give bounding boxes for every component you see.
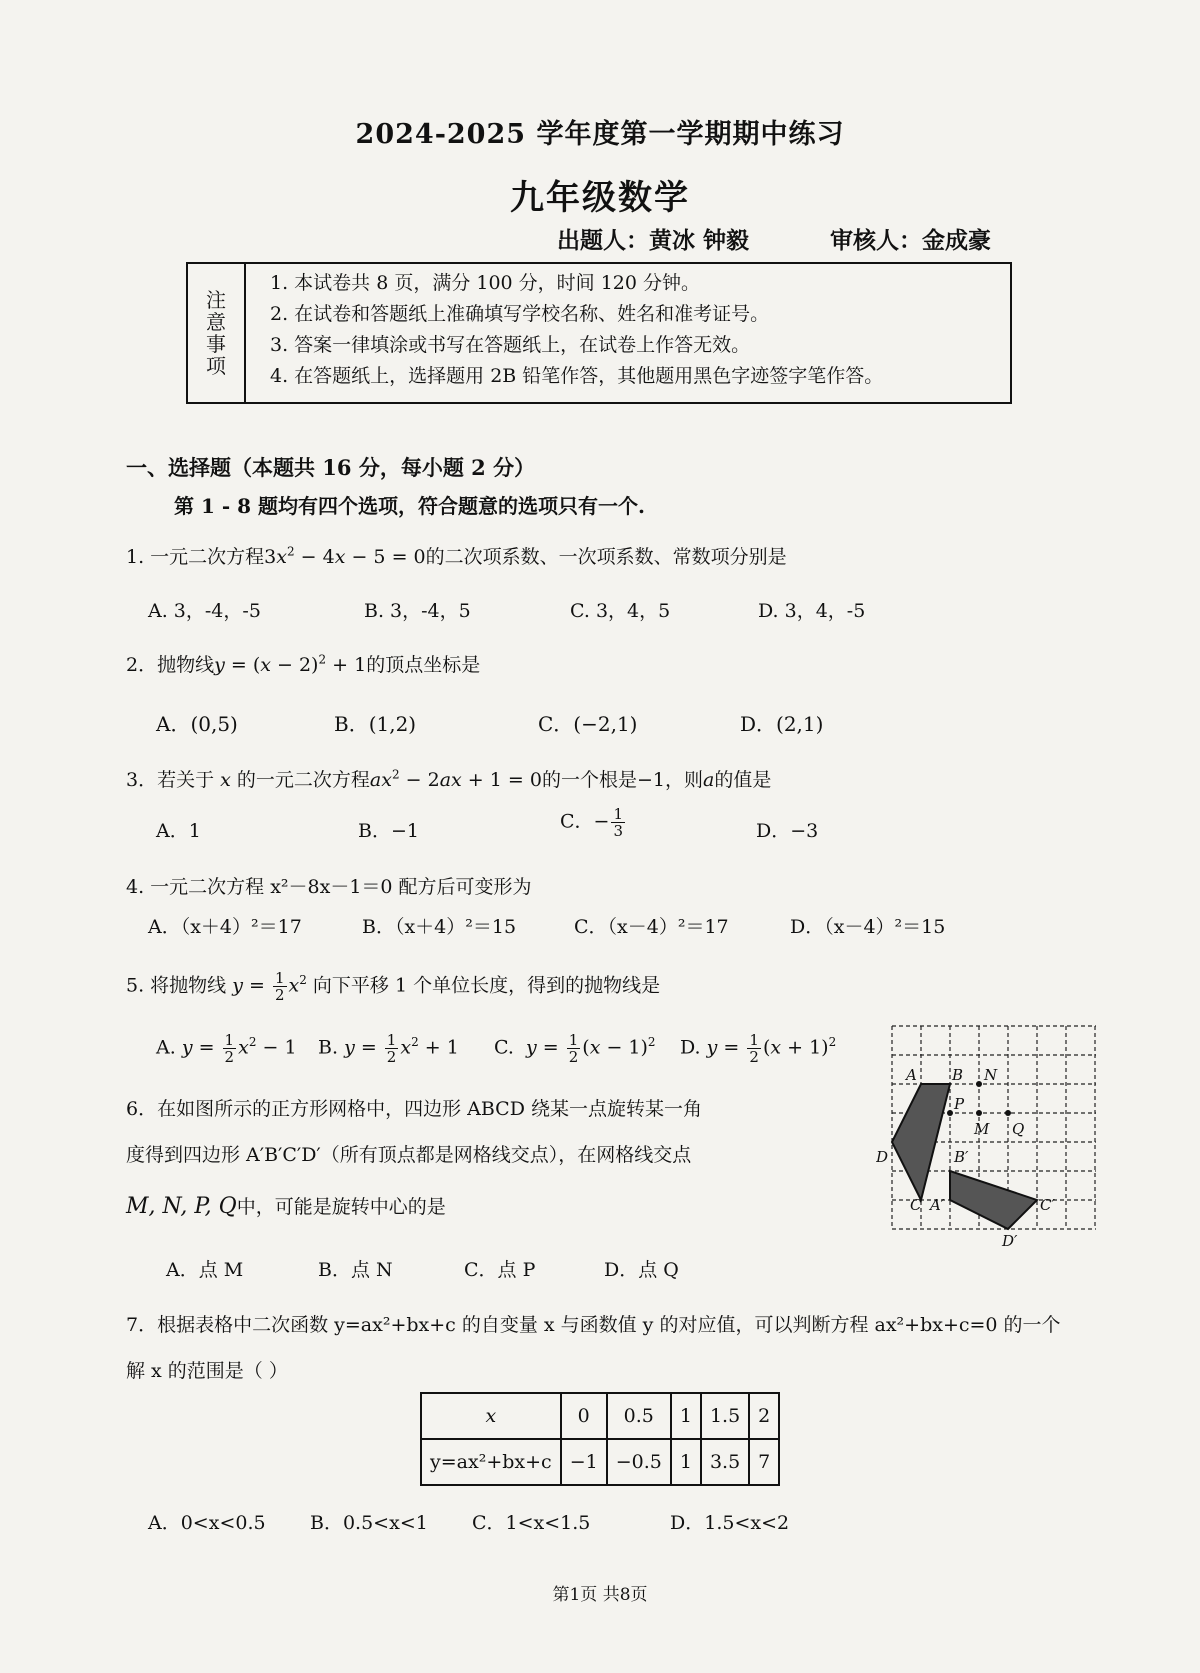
rotation-grid-figure	[876, 1010, 1106, 1268]
section-instruction: 第 1 - 8 题均有四个选项，符合题意的选项只有一个.	[174, 494, 645, 518]
q5-suffix: 向下平移 1 个单位长度，得到的抛物线是	[312, 974, 661, 997]
question-3: 3．若关于 x 的一元二次方程$ax^2 - 2ax + 1 = 0$的一个根是−1，则a的值是	[126, 767, 772, 791]
notice-label-char: 项	[206, 354, 226, 378]
question-6-line-1: 6．在如图所示的正方形网格中，四边形 ABCD 绕某一点旋转某一角	[126, 1098, 702, 1120]
notice-item: 1. 本试卷共 8 页，满分 100 分，时间 120 分钟。	[270, 272, 701, 294]
q3-root: −1	[636, 769, 665, 791]
question-6-line-3	[126, 1192, 446, 1219]
q3-option-b: B．−1	[358, 820, 419, 842]
q5-option-a-label: A.	[156, 1036, 176, 1059]
fraction-numerator: 1	[568, 1031, 579, 1049]
exam-title: 2024-2025 学年度第一学期期中练习	[355, 119, 845, 150]
q7-option-a: A．0<x<0.5	[148, 1512, 266, 1534]
q7-option-c: C．1<x<1.5	[472, 1512, 591, 1534]
fraction-numerator: 1	[613, 805, 624, 823]
question-2	[126, 650, 480, 677]
table-cell: 7	[749, 1439, 779, 1485]
label-b: B	[952, 1066, 964, 1084]
q5-d-fraction	[747, 1032, 761, 1065]
label-b-prime: B′	[954, 1148, 969, 1166]
q6-option-a: A．点 M	[166, 1259, 244, 1281]
q3-option-c	[560, 806, 627, 839]
q5-option-d-label: D.	[680, 1036, 701, 1059]
q1-suffix: 的二次项系数、一次项系数、常数项分别是	[425, 546, 787, 568]
fraction-numerator: 1	[749, 1031, 759, 1049]
q6-option-c: C．点 P	[464, 1259, 536, 1281]
label-a: A	[906, 1066, 917, 1084]
q2-option-d: D．(2,1)	[740, 712, 824, 736]
notice-item: 4. 在答题纸上，选择题用 2B 铅笔作答，其他题用黑色字迹签字笔作答。	[270, 365, 884, 387]
q3-text: 的一个根是	[541, 769, 637, 791]
question-1	[126, 542, 787, 569]
q1-option-c: C. 3，4，5	[570, 600, 671, 622]
q5-fraction	[273, 970, 287, 1003]
notice-label-char: 事	[206, 332, 226, 356]
label-a-prime: A′	[930, 1196, 945, 1214]
q2-prefix: 2．抛物线	[126, 654, 215, 676]
notice-box	[186, 262, 1012, 404]
q1-prefix: 1. 一元二次方程	[126, 546, 265, 568]
q6-points: M, N, P, Q	[126, 1194, 237, 1219]
question-7-line-1: 7．根据表格中二次函数 y=ax²+bx+c 的自变量 x 与函数值 y 的对应值，可以判断方程 ax²+bx+c=0 的一个	[126, 1314, 1061, 1336]
q3-text: 的一元二次方程	[236, 769, 370, 791]
q3-option-c-label: C．−	[560, 810, 610, 833]
q3-equation: $ax^2 - 2ax + 1 = 0$	[369, 767, 542, 791]
label-q: Q	[1012, 1120, 1025, 1138]
q5-option-d: D. y = $\frac{1}{2}$ $(x + 1)^2$	[680, 1031, 837, 1066]
q1-option-a: A. 3，-4，-5	[148, 600, 261, 622]
q4-option-a: A．（x＋4）²＝17	[148, 916, 302, 938]
q5-option-b-label: B.	[318, 1036, 339, 1059]
label-c-prime: C′	[1040, 1196, 1055, 1214]
q4-option-d: D．（x－4）²＝15	[790, 916, 946, 938]
notice-label-char: 意	[206, 310, 226, 334]
fraction-numerator: 1	[386, 1031, 397, 1049]
q2-option-a: A．(0,5)	[156, 712, 238, 736]
fraction-denominator: 2	[749, 1048, 759, 1066]
question-7-line-2: 解 x 的范围是（ ）	[126, 1360, 288, 1382]
label-n: N	[984, 1066, 998, 1084]
q6-option-d: D．点 Q	[604, 1259, 679, 1281]
q3-fraction	[611, 806, 625, 839]
reviewer: 审核人：金成豪	[830, 227, 991, 254]
q5-prefix: 5. 将抛物线	[126, 974, 227, 997]
section-heading: 一、选择题（本题共 16 分，每小题 2 分）	[126, 455, 536, 480]
q7-option-b: B．0.5<x<1	[310, 1512, 428, 1534]
table-cell: −1	[561, 1439, 607, 1485]
table-cell: 1	[671, 1393, 701, 1439]
label-p: P	[954, 1095, 965, 1113]
q5-option-b: B. y = $\frac{1}{2}$ $x^2 + 1$	[318, 1031, 459, 1066]
label-d: D	[876, 1148, 889, 1166]
notice-label	[188, 264, 246, 402]
q4-option-c: C．（x－4）²＝17	[574, 916, 729, 938]
q4-option-b: B．（x＋4）²＝15	[362, 916, 517, 938]
q3-text: 3．若关于	[126, 769, 215, 791]
fraction-denominator: 2	[568, 1048, 579, 1066]
table-cell: 0	[561, 1393, 607, 1439]
question-6-line-2: 度得到四边形 A′B′C′D′（所有顶点都是网格线交点），在网格线交点	[126, 1144, 692, 1166]
label-m: M	[974, 1120, 990, 1138]
value-table	[420, 1392, 780, 1486]
notice-label-char: 注	[206, 288, 226, 312]
q5-a-fraction	[223, 1032, 237, 1065]
q3-text: 的值是	[714, 769, 772, 791]
q5-b-fraction	[385, 1032, 399, 1065]
table-header-y: y=ax²+bx+c	[421, 1439, 561, 1485]
table-cell: 3.5	[701, 1439, 749, 1485]
q5-option-a: A. y = $\frac{1}{2}$ $x^2 - 1$	[156, 1031, 297, 1066]
q6-text: 中，可能是旋转中心的是	[236, 1196, 446, 1218]
q2-equation: $y = (x - 2)^2 + 1$	[214, 652, 367, 676]
q1-option-b: B. 3，-4，5	[364, 600, 471, 622]
q6-option-b: B．点 N	[318, 1259, 393, 1281]
fraction-denominator: 3	[613, 822, 624, 840]
quad-a-prime	[950, 1171, 1037, 1229]
label-c: C	[910, 1196, 922, 1214]
fraction-denominator: 2	[224, 1048, 235, 1066]
table-cell: 0.5	[607, 1393, 671, 1439]
table-cell: 1.5	[701, 1393, 749, 1439]
q7-option-d: D．1.5<x<2	[670, 1512, 790, 1534]
notice-items	[246, 264, 1010, 402]
notice-item: 2. 在试卷和答题纸上准确填写学校名称、姓名和准考证号。	[270, 303, 770, 325]
fraction-numerator: 1	[224, 1031, 235, 1049]
page-footer: 第1页 共8页	[552, 1585, 648, 1605]
table-row	[421, 1439, 779, 1485]
subject-title: 九年级数学	[510, 178, 690, 218]
fraction-numerator: 1	[274, 969, 285, 987]
setters: 出题人：黄冰 钟毅	[557, 227, 750, 254]
question-4: 4. 一元二次方程 x²－8x－1＝0 配方后可变形为	[126, 876, 532, 898]
table-row	[421, 1393, 779, 1439]
fraction-denominator: 2	[386, 1048, 397, 1066]
q2-suffix: 的顶点坐标是	[366, 654, 481, 676]
q2-option-c: C．(−2,1)	[538, 712, 638, 736]
question-5: 5. 将抛物线 y = $\frac{1}{2}$ $x^2$ 向下平移 1 个单位长度，得到的抛物线是	[126, 969, 661, 1004]
q1-equation: $3x^2 - 4x - 5 = 0$	[264, 544, 426, 568]
label-d-prime: D′	[1002, 1232, 1018, 1250]
table-header-x: x	[421, 1393, 561, 1439]
table-cell: 1	[671, 1439, 701, 1485]
q5-c-fraction	[567, 1032, 581, 1065]
q5-option-c-label: C.	[494, 1036, 514, 1059]
q1-option-d: D. 3，4，-5	[758, 600, 866, 622]
q5-option-c: C. y = $\frac{1}{2}$ $(x - 1)^2$	[494, 1031, 656, 1066]
q3-text: ，则	[664, 769, 703, 791]
table-cell: 2	[749, 1393, 779, 1439]
q3-option-a: A．1	[156, 820, 201, 842]
q3-option-d: D．−3	[756, 820, 819, 842]
table-cell: −0.5	[607, 1439, 671, 1485]
fraction-denominator: 2	[274, 986, 285, 1004]
q2-option-b: B．(1,2)	[334, 712, 417, 736]
notice-item: 3. 答案一律填涂或书写在答题纸上，在试卷上作答无效。	[270, 334, 751, 356]
